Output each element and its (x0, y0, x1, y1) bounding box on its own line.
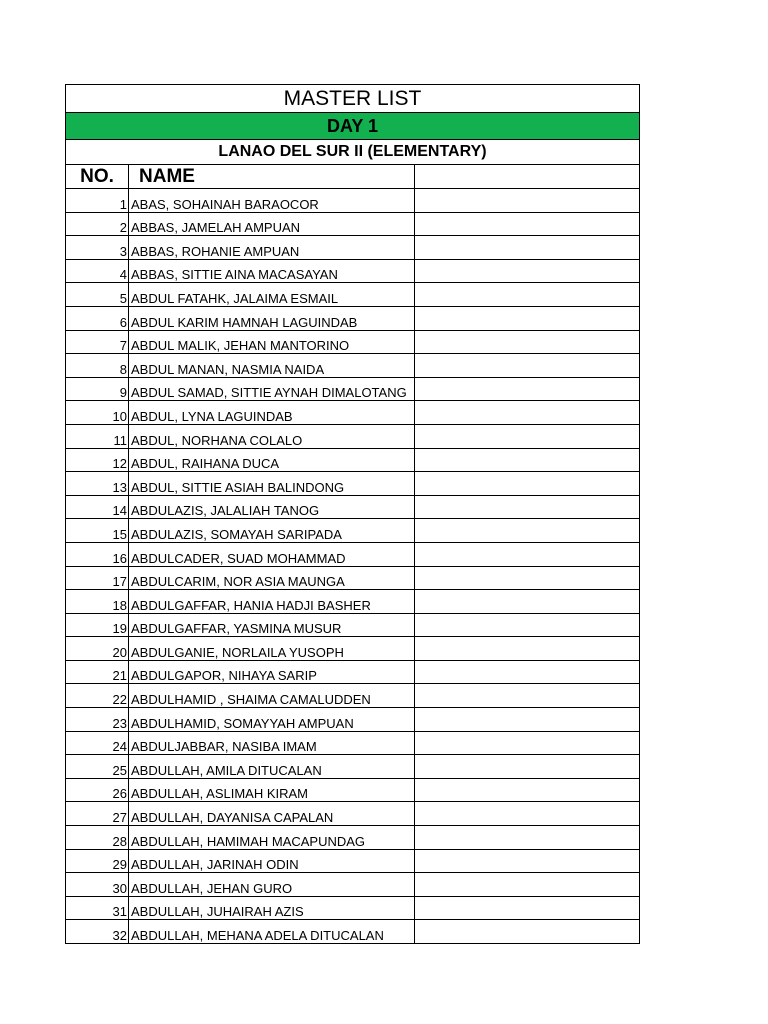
row-name[interactable]: ABDULGAFFAR, YASMINA MUSUR (129, 613, 415, 637)
table-row[interactable] (66, 236, 640, 260)
row-name[interactable]: ABDUL, SITTIE ASIAH BALINDONG (129, 472, 415, 496)
row-number[interactable]: 32 (66, 920, 129, 944)
table-row[interactable] (66, 778, 640, 802)
row-extra-cell[interactable] (415, 448, 640, 472)
row-number[interactable]: 14 (66, 495, 129, 519)
row-number[interactable]: 8 (66, 354, 129, 378)
row-name[interactable]: ABDUL, LYNA LAGUINDAB (129, 401, 415, 425)
row-name[interactable]: ABDULLAH, ASLIMAH KIRAM (129, 778, 415, 802)
row-name[interactable]: ABDULHAMID , SHAIMA CAMALUDDEN (129, 684, 415, 708)
column-header-row (66, 165, 640, 189)
row-name[interactable]: ABDUL FATAHK, JALAIMA ESMAIL (129, 283, 415, 307)
subtitle-row (66, 140, 640, 165)
row-number[interactable]: 19 (66, 613, 129, 637)
row-name[interactable]: ABDULLAH, AMILA DITUCALAN (129, 755, 415, 779)
row-extra-cell[interactable] (415, 212, 640, 236)
table-row[interactable] (66, 495, 640, 519)
row-extra-cell[interactable] (415, 401, 640, 425)
row-extra-cell[interactable] (415, 495, 640, 519)
row-extra-cell[interactable] (415, 519, 640, 543)
row-number[interactable]: 26 (66, 778, 129, 802)
table-row[interactable] (66, 849, 640, 873)
table-row[interactable] (66, 401, 640, 425)
row-number[interactable]: 11 (66, 424, 129, 448)
table-row[interactable] (66, 283, 640, 307)
day-row (66, 113, 640, 140)
master-list-sheet (65, 84, 639, 944)
row-extra-cell[interactable] (415, 377, 640, 401)
row-name[interactable]: ABBAS, SITTIE AINA MACASAYAN (129, 259, 415, 283)
table-row[interactable] (66, 306, 640, 330)
row-number[interactable]: 4 (66, 259, 129, 283)
row-name[interactable]: ABDULGANIE, NORLAILA YUSOPH (129, 637, 415, 661)
row-extra-cell[interactable] (415, 189, 640, 213)
title-row (66, 85, 640, 113)
table-row[interactable] (66, 684, 640, 708)
row-number[interactable]: 2 (66, 212, 129, 236)
row-number[interactable]: 3 (66, 236, 129, 260)
row-name[interactable]: ABBAS, ROHANIE AMPUAN (129, 236, 415, 260)
row-extra-cell[interactable] (415, 778, 640, 802)
row-name[interactable]: ABDUL MANAN, NASMIA NAIDA (129, 354, 415, 378)
row-number[interactable]: 13 (66, 472, 129, 496)
row-extra-cell[interactable] (415, 826, 640, 850)
row-extra-cell[interactable] (415, 354, 640, 378)
row-number[interactable]: 31 (66, 896, 129, 920)
row-name[interactable]: ABDUL SAMAD, SITTIE AYNAH DIMALOTANG (129, 377, 415, 401)
table-row[interactable] (66, 637, 640, 661)
table-row[interactable] (66, 448, 640, 472)
row-extra-cell[interactable] (415, 472, 640, 496)
row-number[interactable]: 15 (66, 519, 129, 543)
row-number[interactable]: 5 (66, 283, 129, 307)
row-number[interactable]: 17 (66, 566, 129, 590)
row-number[interactable]: 28 (66, 826, 129, 850)
row-extra-cell[interactable] (415, 896, 640, 920)
row-name[interactable]: ABAS, SOHAINAH BARAOCOR (129, 189, 415, 213)
row-extra-cell[interactable] (415, 590, 640, 614)
table-row[interactable] (66, 259, 640, 283)
row-number[interactable]: 20 (66, 637, 129, 661)
table-row[interactable] (66, 566, 640, 590)
row-extra-cell[interactable] (415, 542, 640, 566)
row-extra-cell[interactable] (415, 660, 640, 684)
row-number[interactable]: 27 (66, 802, 129, 826)
row-name[interactable]: ABDULGAFFAR, HANIA HADJI BASHER (129, 590, 415, 614)
row-name[interactable]: ABDULLAH, MEHANA ADELA DITUCALAN (129, 920, 415, 944)
row-extra-cell[interactable] (415, 613, 640, 637)
row-extra-cell[interactable] (415, 236, 640, 260)
row-number[interactable]: 12 (66, 448, 129, 472)
row-number[interactable]: 23 (66, 708, 129, 732)
table-row[interactable] (66, 708, 640, 732)
row-name[interactable]: ABDULJABBAR, NASIBA IMAM (129, 731, 415, 755)
row-extra-cell[interactable] (415, 731, 640, 755)
table-row[interactable] (66, 189, 640, 213)
table-row[interactable] (66, 896, 640, 920)
table-row[interactable] (66, 519, 640, 543)
row-extra-cell[interactable] (415, 259, 640, 283)
row-name[interactable]: ABDULLAH, JEHAN GURO (129, 873, 415, 897)
table-row[interactable] (66, 755, 640, 779)
row-number[interactable]: 24 (66, 731, 129, 755)
column-header-no: NO. (66, 165, 129, 189)
row-extra-cell[interactable] (415, 849, 640, 873)
row-number[interactable]: 18 (66, 590, 129, 614)
row-number[interactable]: 1 (66, 189, 129, 213)
table-row[interactable] (66, 472, 640, 496)
row-number[interactable]: 30 (66, 873, 129, 897)
row-name[interactable]: ABDULLAH, DAYANISA CAPALAN (129, 802, 415, 826)
row-name[interactable]: ABDULLAH, JUHAIRAH AZIS (129, 896, 415, 920)
row-extra-cell[interactable] (415, 708, 640, 732)
table-row[interactable] (66, 212, 640, 236)
row-extra-cell[interactable] (415, 873, 640, 897)
row-extra-cell[interactable] (415, 755, 640, 779)
row-name[interactable]: ABBAS, JAMELAH AMPUAN (129, 212, 415, 236)
district-subtitle: LANAO DEL SUR II (ELEMENTARY) (66, 140, 640, 165)
table-row[interactable] (66, 873, 640, 897)
row-number[interactable]: 7 (66, 330, 129, 354)
table-row[interactable] (66, 660, 640, 684)
row-name[interactable]: ABDULLAH, HAMIMAH MACAPUNDAG (129, 826, 415, 850)
row-number[interactable]: 29 (66, 849, 129, 873)
row-extra-cell[interactable] (415, 684, 640, 708)
row-number[interactable]: 22 (66, 684, 129, 708)
row-name[interactable]: ABDULLAH, JARINAH ODIN (129, 849, 415, 873)
row-number[interactable]: 10 (66, 401, 129, 425)
row-name[interactable]: ABDULAZIS, JALALIAH TANOG (129, 495, 415, 519)
row-name[interactable]: ABDUL, NORHANA COLALO (129, 424, 415, 448)
table-row[interactable] (66, 731, 640, 755)
table-row[interactable] (66, 330, 640, 354)
row-name[interactable]: ABDULCARIM, NOR ASIA MAUNGA (129, 566, 415, 590)
row-number[interactable]: 9 (66, 377, 129, 401)
row-number[interactable]: 25 (66, 755, 129, 779)
column-header-extra (415, 165, 640, 189)
sheet-title: MASTER LIST (66, 85, 640, 113)
row-extra-cell[interactable] (415, 566, 640, 590)
row-name[interactable]: ABDULGAPOR, NIHAYA SARIP (129, 660, 415, 684)
row-name[interactable]: ABDUL KARIM HAMNAH LAGUINDAB (129, 306, 415, 330)
master-list-table (65, 84, 640, 944)
row-number[interactable]: 16 (66, 542, 129, 566)
day-label: DAY 1 (66, 113, 640, 140)
row-number[interactable]: 21 (66, 660, 129, 684)
row-extra-cell[interactable] (415, 424, 640, 448)
column-header-name: NAME (129, 165, 415, 189)
table-row[interactable] (66, 802, 640, 826)
table-row[interactable] (66, 590, 640, 614)
table-row[interactable] (66, 354, 640, 378)
row-extra-cell[interactable] (415, 637, 640, 661)
table-row[interactable] (66, 613, 640, 637)
row-number[interactable]: 6 (66, 306, 129, 330)
row-name[interactable]: ABDUL MALIK, JEHAN MANTORINO (129, 330, 415, 354)
row-extra-cell[interactable] (415, 330, 640, 354)
row-name[interactable]: ABDULAZIS, SOMAYAH SARIPADA (129, 519, 415, 543)
row-extra-cell[interactable] (415, 283, 640, 307)
row-name[interactable]: ABDULCADER, SUAD MOHAMMAD (129, 542, 415, 566)
table-row[interactable] (66, 542, 640, 566)
table-row[interactable] (66, 377, 640, 401)
row-extra-cell[interactable] (415, 920, 640, 944)
table-row[interactable] (66, 826, 640, 850)
row-extra-cell[interactable] (415, 802, 640, 826)
row-name[interactable]: ABDUL, RAIHANA DUCA (129, 448, 415, 472)
table-row[interactable] (66, 424, 640, 448)
row-extra-cell[interactable] (415, 306, 640, 330)
table-row[interactable] (66, 920, 640, 944)
row-name[interactable]: ABDULHAMID, SOMAYYAH AMPUAN (129, 708, 415, 732)
